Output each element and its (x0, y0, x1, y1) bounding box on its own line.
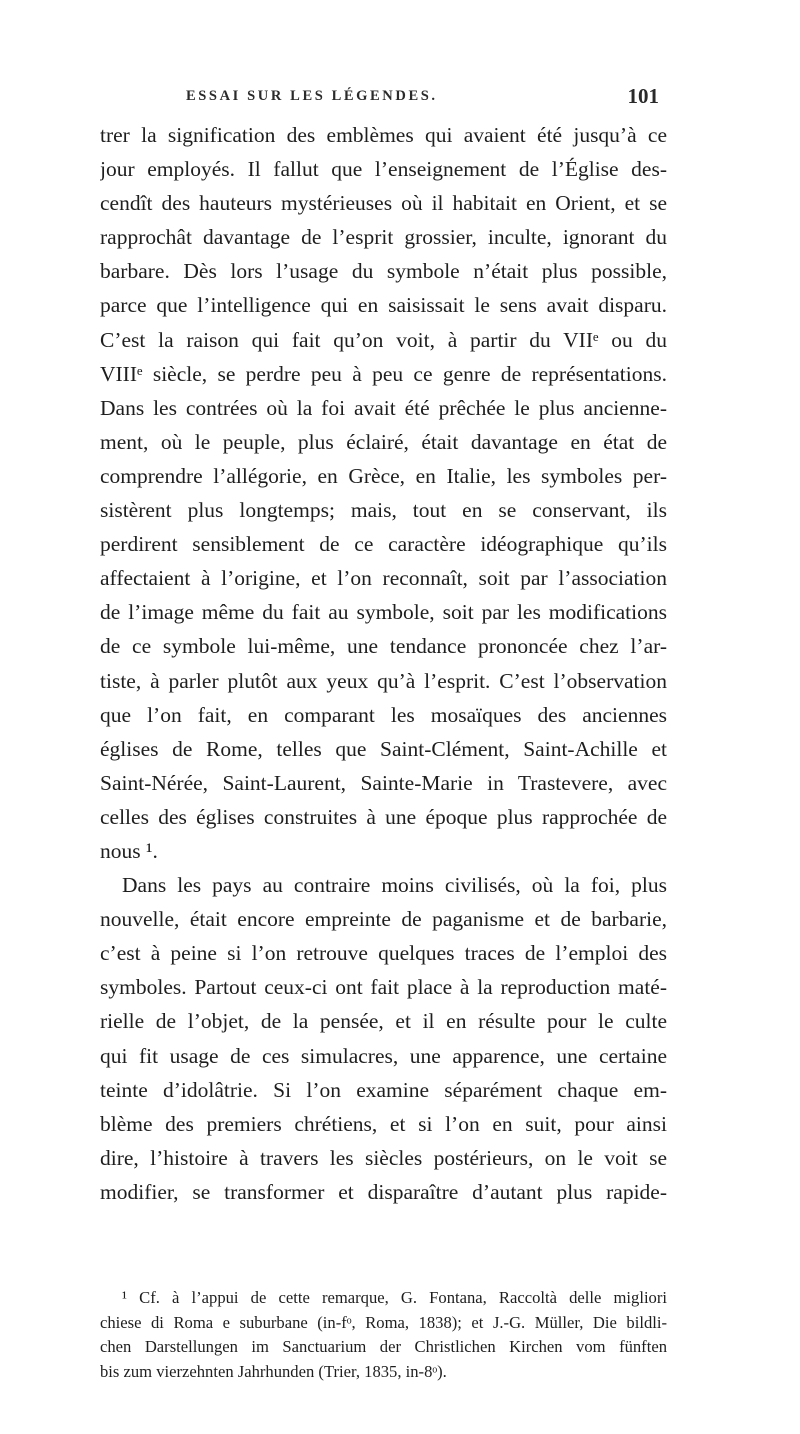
text-line: affectaient à l’origine, et l’on reconnaît, soit par l’association (100, 566, 667, 591)
footnote (100, 1286, 667, 1384)
text-line: qui fit usage de ces simulacres, une apparence, une certaine (100, 1043, 667, 1068)
text-line: teinte d’idolâtrie. Si l’on examine séparément chaque em- (100, 1077, 667, 1102)
text-line: tiste, à parler plutôt aux yeux qu’à l’esprit. C’est l’observation (100, 668, 667, 693)
text-line: VIIIᵉ siècle, se perdre peu à peu ce genre de représentations. (100, 361, 667, 386)
text-line: dire, l’histoire à travers les siècles postérieurs, on le voit se (100, 1145, 667, 1170)
text-line: de l’image même du fait au symbole, soit par les modifications (100, 600, 667, 625)
text-line: églises de Rome, telles que Saint-Clément, Saint-Achille et (100, 736, 667, 761)
text-line: C’est la raison qui fait qu’on voit, à partir du VIIᵉ ou du (100, 327, 667, 352)
text-line: trer la signification des emblèmes qui avaient été jusqu’à ce (100, 123, 667, 147)
text-line: symboles. Partout ceux-ci ont fait place à la reproduction maté- (100, 975, 667, 1000)
running-title: ESSAI SUR LES LÉGENDES. (186, 88, 438, 104)
text-line: rielle de l’objet, de la pensée, et il en résulte pour le culte (100, 1009, 667, 1034)
text-line: celles des églises construites à une époque plus rapprochée de (100, 804, 667, 829)
text-line: que l’on fait, en comparant les mosaïques des anciennes (100, 702, 667, 727)
text-line: parce que l’intelligence qui en saisissait le sens avait disparu. (100, 293, 667, 318)
text-line: de ce symbole lui-même, une tendance prononcée chez l’ar- (100, 634, 667, 659)
text-line: c’est à peine si l’on retrouve quelques traces de l’emploi des (100, 941, 667, 966)
running-header (100, 84, 665, 114)
text-line: cendît des hauteurs mystérieuses où il habitait en Orient, et se (100, 191, 667, 216)
text-line: modifier, se transformer et disparaître d’autant plus rapide- (100, 1179, 667, 1204)
text-line: jour employés. Il fallut que l’enseignement de l’Église des- (100, 157, 667, 182)
text-line: Dans les contrées où la foi avait été prêchée le plus ancienne- (100, 395, 667, 420)
footnote-line: chiese di Roma e suburbane (in-fᵒ, Roma, 1838); et J.-G. Müller, Die bildli- (100, 1312, 667, 1332)
text-line: sistèrent plus longtemps; mais, tout en se conservant, ils (100, 498, 667, 523)
text-line: rapprochât davantage de l’esprit grossier, inculte, ignorant du (100, 225, 667, 250)
text-line: ment, où le peuple, plus éclairé, était davantage en état de (100, 429, 667, 454)
text-line: blème des premiers chrétiens, et si l’on en suit, pour ainsi (100, 1111, 667, 1136)
text-line: nouvelle, était encore empreinte de paganisme et de barbarie, (100, 907, 667, 932)
paragraph-start-line: Dans les pays au contraire moins civilisés, où la foi, plus (122, 873, 667, 898)
footnote-line: ¹ Cf. à l’appui de cette remarque, G. Fontana, Raccoltà delle migliori (122, 1288, 667, 1307)
page-number: 101 (627, 84, 659, 108)
text-line: barbare. Dès lors l’usage du symbole n’était plus possible, (100, 259, 667, 284)
footnote-line: chen Darstellungen im Sanctuarium der Christlichen Kirchen vom fünften (100, 1337, 667, 1356)
text-line: perdirent sensiblement de ce caractère idéographique qu’ils (100, 532, 667, 557)
paragraph-end-line: nous ¹. (100, 838, 158, 863)
body-text (100, 118, 667, 1209)
text-line: Saint-Nérée, Saint-Laurent, Sainte-Marie in Trastevere, avec (100, 770, 667, 795)
footnote-line: bis zum vierzehnten Jahrhunden (Trier, 1835, in-8ᵒ). (100, 1361, 447, 1381)
text-line: comprendre l’allégorie, en Grèce, en Italie, les symboles per- (100, 463, 667, 488)
